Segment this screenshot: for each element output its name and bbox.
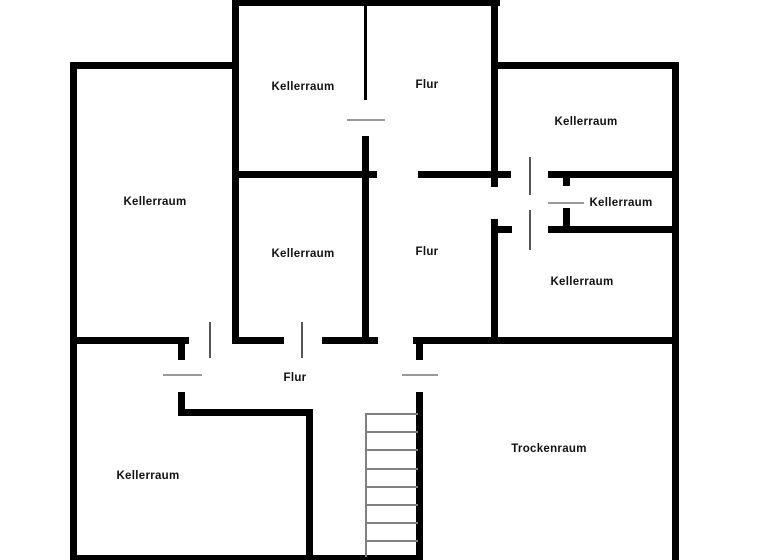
- wall-v-bottomleft-room: [306, 409, 313, 560]
- stair-tread: [365, 413, 418, 415]
- stair-tread: [365, 431, 418, 433]
- door-leaf-center-room: [301, 322, 303, 358]
- wall-h-center-upper: [232, 171, 377, 178]
- stair-tread: [365, 449, 418, 451]
- wall-bottom: [70, 555, 423, 560]
- wall-v-stair-right: [416, 392, 423, 560]
- wall-stub-right-upper: [563, 171, 570, 186]
- wall-stub-stair-upper: [416, 337, 423, 360]
- wall-flur-partition-lower: [362, 136, 369, 344]
- wall-h-bottomleft-room: [178, 409, 313, 416]
- door-mark-trockenraum: [402, 374, 438, 376]
- wall-h-lower-center2: [322, 337, 378, 344]
- wall-h-right-mid: [548, 226, 679, 233]
- door-leaf-rightlower-room: [529, 210, 531, 250]
- wall-stub-right-mid: [563, 208, 570, 226]
- stair-tread: [365, 540, 418, 542]
- wall-top-left: [70, 62, 239, 69]
- room-label-kellerraum-top-right: Kellerraum: [554, 116, 618, 128]
- room-label-kellerraum-mid-right: Kellerraum: [589, 197, 653, 209]
- wall-right-outer: [672, 62, 679, 560]
- room-label-flur-top: Flur: [415, 79, 439, 91]
- room-label-kellerraum-right-lower: Kellerraum: [550, 276, 614, 288]
- room-label-kellerraum-top-center: Kellerraum: [271, 81, 335, 93]
- wall-stub-bl-upper: [178, 337, 185, 360]
- room-label-flur-bottom: Flur: [283, 372, 307, 384]
- wall-right-section-lower: [491, 219, 498, 344]
- door-leaf-left-room: [209, 322, 211, 358]
- stair-tread: [365, 468, 418, 470]
- wall-h-lower-center: [232, 337, 284, 344]
- wall-h-flur-upper: [418, 171, 511, 178]
- room-label-kellerraum-mid-center: Kellerraum: [271, 248, 335, 260]
- room-label-kellerraum-left: Kellerraum: [123, 196, 187, 208]
- room-label-trockenraum: Trockenraum: [511, 443, 587, 455]
- wall-h-lower-left: [70, 337, 189, 344]
- wall-left-outer: [70, 62, 77, 560]
- door-leaf-topright-room: [529, 157, 531, 195]
- wall-h-right-mid-stub: [491, 226, 512, 233]
- wall-top-right: [493, 62, 679, 69]
- door-mark-midright-room: [548, 202, 584, 204]
- wall-flur-partition-thin-upper: [364, 0, 367, 100]
- stair-tread: [365, 486, 418, 488]
- stair-tread: [365, 522, 418, 524]
- door-mark-top-flur: [347, 119, 385, 121]
- stair-tread: [365, 504, 418, 506]
- wall-right-section-upper: [491, 0, 498, 187]
- room-label-kellerraum-bottom-left: Kellerraum: [116, 470, 180, 482]
- stair-side-line: [365, 413, 367, 557]
- wall-h-lower-right: [413, 337, 679, 344]
- room-label-flur-middle: Flur: [415, 246, 439, 258]
- door-mark-bottomleft-room: [163, 374, 202, 376]
